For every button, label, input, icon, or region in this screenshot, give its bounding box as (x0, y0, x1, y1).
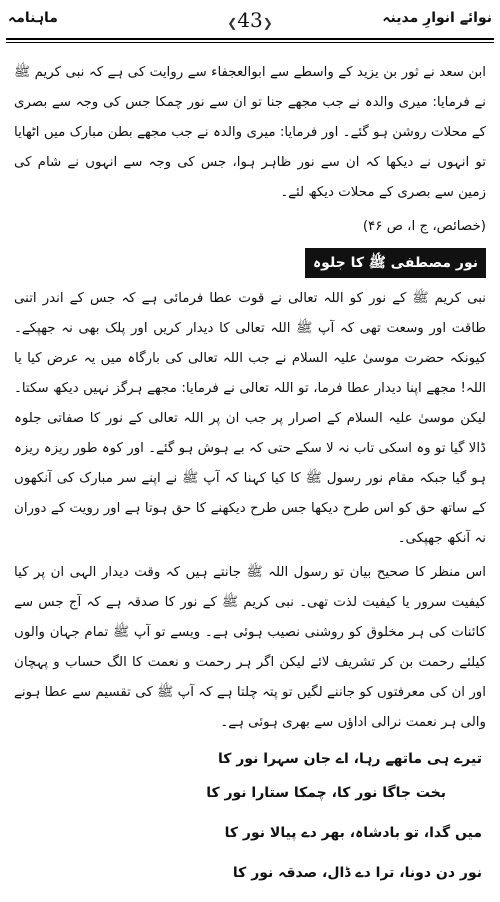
verse-3: میں گدا، تو بادشاہ، بھر دے پیالا نور کا (224, 825, 482, 841)
section-heading: نور مصطفی ﷺ کا جلوہ (305, 248, 486, 278)
magazine-name: ماہنامہ (8, 10, 58, 26)
article-body (14, 58, 486, 890)
header-rule-thin (6, 42, 494, 43)
ornament-left-icon: ❮ (227, 16, 238, 30)
reference: (خصائص، ج ا، ص ۴۶) (362, 219, 486, 234)
page-number-value: 43 (237, 8, 263, 32)
paragraph-section-2: اس منظر کا صحیح بیان تو رسول اللہ ﷺ جانتے ہیں کہ وقت دیدار الہی ان پر کیا کیفیت سرور یا کیفیت لذت تھی۔ نبی کریم ﷺ کے نور کا صدقہ ہے کہ آج جس سے کائنات کی ہر مخلوق کو روشنی نصیب ہوئی ہے۔ ویسے تو آپ ﷺ تمام جہان والوں کیلئے رحمت بن کر تشریف لائے لیکن اگر ہر رحمت و نعمت کا الگ حساب و پہچان اور ان کی معرفتوں کو جاننے لگیں تو پتہ چلتا ہے کہ آپ ﷺ کی تقسیم سے عطا ہونے والی ہر نعمت نرالی اداؤں سے بھری ہوئی ہے۔ (14, 565, 486, 730)
header-rule (6, 38, 494, 40)
ornament-right-icon: ❯ (262, 16, 273, 30)
paragraph-section-1: نبی کریم ﷺ کے نور کو اللہ تعالی نے قوت عطا فرمائی ہے کہ جس کے اندر اتنی طاقت اور وسعت تھی کہ آپ ﷺ اللہ تعالی کا دیدار کریں اور پلک بھی نہ جھپکے۔ کیونکہ حضرت موسیٰ علیہ السلام نے جب اللہ تعالی کی بارگاہ میں یہ عرض کیا یا اللہ! مجھے اپنا دیدار عطا فرما، تو اللہ تعالی نے فرمایا: مجھے ہرگز نہیں دیکھ سکتا۔ لیکن موسیٰ علیہ السلام کے اصرار پر جب ان پر اللہ تعالی کے نور کا صفاتی جلوہ ڈالا گیا تو وہ اسکی تاب نہ لا سکے حتی کہ بے ہوش ہو گئے۔ اور کوہ طور ریزہ ریزہ ہو گیا جبکہ مقام نور رسول ﷺ کا کیا کہنا کہ آپ ﷺ نے اپنے سر مبارک کی آنکھوں کے ساتھ حق کو اس طرح دیکھا جس طرح دیکھنے کا حق ہوتا ہے اور رویت کے دوران نہ آنکھ جھپکی۔ (14, 291, 486, 546)
verse-4: نور دن دونا، ترا دے ڈال، صدقہ نور کا (232, 865, 482, 881)
verse-2: بخت جاگا نور کا، چمکا ستارا نور کا (206, 785, 446, 801)
paragraph-intro: ابن سعد نے ثور بن یزید کے واسطے سے ابوالعجفاء سے روایت کی ہے کہ نبی کریم ﷺ نے فرمایا: میری والدہ نے جب مجھے جنا تو ان سے نور چمکا جس کی وجہ سے بصری کے محلات روشن ہو گئے۔ اور فرمایا: میری والدہ نے جب مجھے بطن مبارک میں اٹھایا تو انہوں نے دیکھا کہ ان سے نور ظاہر ہوا، جس کی وجہ سے انہوں نے شام کی زمین سے بصری کے محلات دیکھ لئے۔ (14, 65, 486, 200)
page-header (0, 0, 500, 46)
verse-1: تیرے ہی ماتھے رہا، اے جان سہرا نور کا (218, 751, 482, 767)
publication-title: نوائے انوارِ مدینہ (382, 10, 492, 26)
page-number (225, 4, 275, 36)
